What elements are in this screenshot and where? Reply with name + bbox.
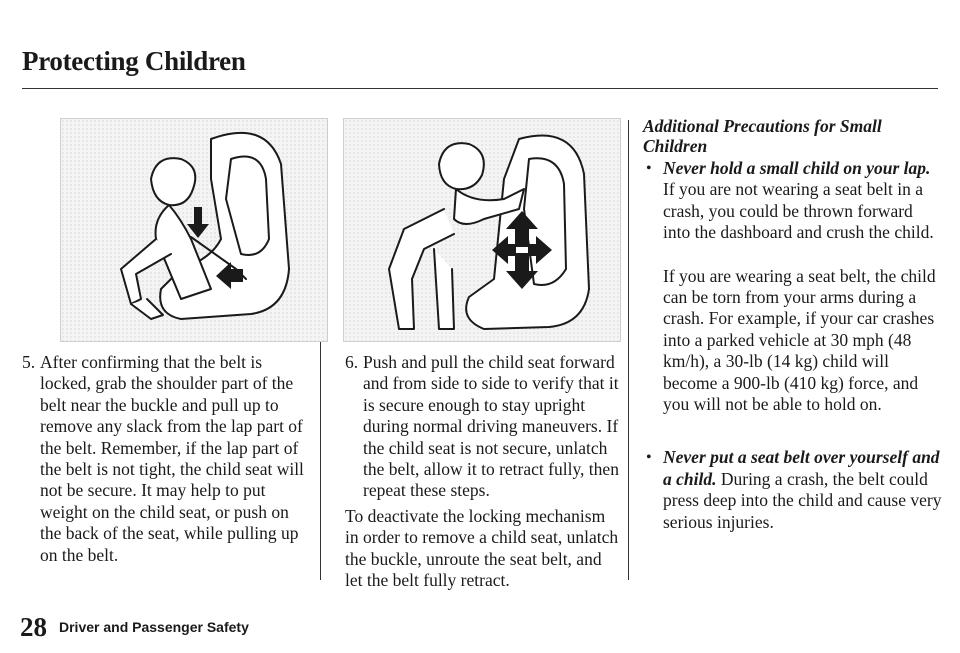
section-heading: Additional Precautions for Small Children [643,116,882,156]
deactivate-paragraph: To deactivate the locking mechanism in order to remove a child seat, unlatch the buckle, unroute the seat belt, and let the belt fully retract. [345,506,619,591]
column-divider-right [628,120,629,580]
bullet-lead: Never hold a small child on your lap. [663,158,931,178]
illustration-push-pull-seat [343,118,621,342]
page-footer [20,612,249,643]
step-text: After confirming that the belt is locked, grab the shoulder part of the belt near the buckle and pull up to remove any slack from the lap part of the belt. Remember, if the lap part of the belt is not tight, the child seat will not be secure. It may help to put weight on the child seat, or push on the back of the seat, while pulling up on the belt. [40,352,304,565]
step-6 [345,352,620,502]
step-number: 6. [345,352,359,372]
bullet-text: During a crash, the belt could press deep into the child and cause very serious injuries. [663,468,942,532]
step-text: Push and pull the child seat forward and from side to side to verify that it is secure enough to stay upright during normal driving maneuvers. If the child seat is not secure, unlatch the belt, allow it to retract fully, then repeat these steps. [363,352,619,501]
bullet-icon: • [646,449,652,467]
step-number: 5. [22,352,36,372]
person-pushing-seat-icon [344,119,620,341]
bullet-item [643,158,943,244]
bullet-item [643,447,943,533]
step-5 [22,352,314,566]
bullet-paragraph: If you are wearing a seat belt, the child can be torn from your arms during a crash. For example, if your car crashes into a parked vehicle at 30 mph (48 km/h), a 30-lb (14 kg) child will become a 900-lb (410 kg) force, and you will not be able to hold on. [663,265,936,415]
person-tightening-belt-icon [61,119,327,341]
page-number: 28 [20,612,47,642]
page-title: Protecting Children [22,46,246,76]
bullet-icon: • [646,160,652,177]
footer-section-label: Driver and Passenger Safety [59,619,249,635]
illustration-tighten-belt [60,118,328,342]
bullet-lead: Never put a seat belt over yourself and a child. [663,447,940,489]
bullet-text: If you are not wearing a seat belt in a crash, you could be thrown forward into the dashboard and crush the child. [663,179,934,243]
header-rule [22,88,938,89]
right-column [643,116,943,533]
